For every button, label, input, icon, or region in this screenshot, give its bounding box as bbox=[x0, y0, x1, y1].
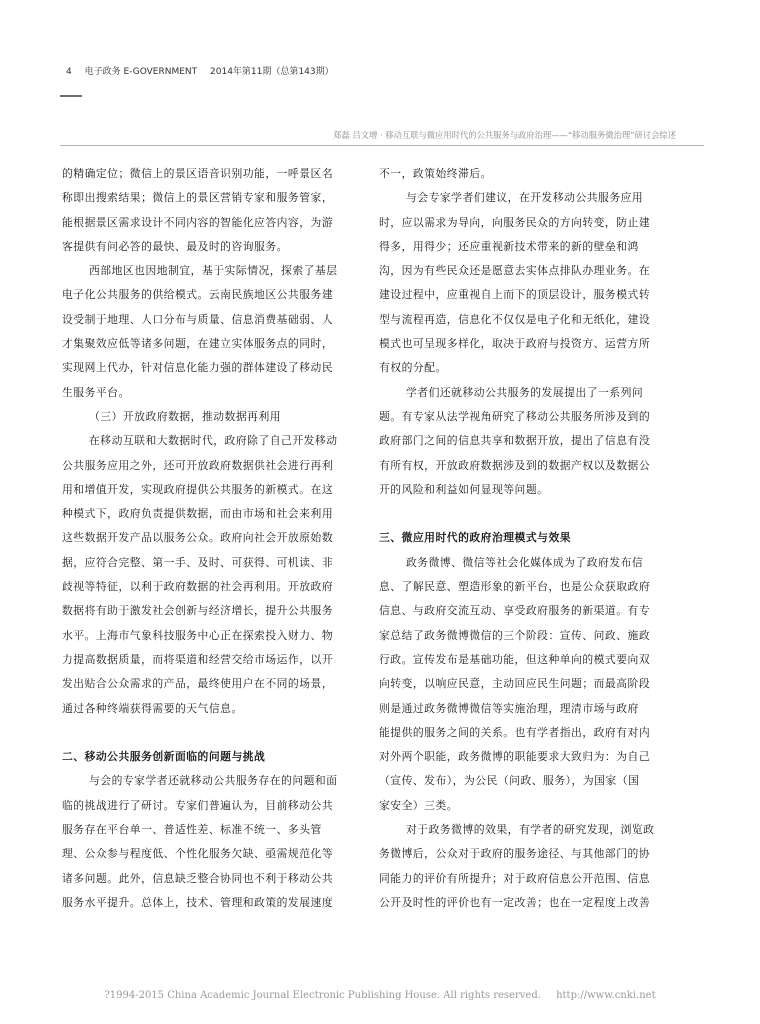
text-line: 称即出搜索结果；微信上的景区营销专家和服务管家， bbox=[62, 191, 334, 205]
text-line: 家总结了政务微博微信的三个阶段：宣传、问政、施政 bbox=[379, 628, 651, 642]
right-text-column bbox=[379, 162, 679, 915]
text-line: 种模式下，政府负责提供数据，而由市场和社会来利用 bbox=[62, 507, 334, 521]
text-line: 公开及时性的评价也有一定改善；也在一定程度上改善 bbox=[379, 895, 651, 909]
text-line: 公共服务应用之外，还可开放政府数据供社会进行再利 bbox=[62, 458, 334, 472]
text-line: 沟，因为有些民众还是愿意去实体点排队办理业务。在 bbox=[379, 264, 651, 278]
text-line: 题。有专家从法学视角研究了移动公共服务所涉及到的 bbox=[379, 409, 651, 423]
text-line: 学者们还就移动公共服务的发展提出了一系列问 bbox=[406, 385, 644, 399]
text-line: 据，应符合完整、第一手、及时、可获得、可机读、非 bbox=[62, 555, 334, 569]
text-line: 才集聚效应低等诸多问题，在建立实体服务点的同时， bbox=[62, 337, 334, 351]
text-line: 能根据景区需求设计不同内容的智能化应答内容，为游 bbox=[62, 215, 334, 229]
section-heading: 三、微应用时代的政府治理模式与效果 bbox=[379, 531, 572, 545]
text-line: 开的风险和利益如何显现等问题。 bbox=[379, 482, 549, 496]
footer-link[interactable]: http://www.cnki.net bbox=[556, 990, 656, 1001]
text-line: 与会专家学者们建议，在开发移动公共服务应用 bbox=[406, 191, 644, 205]
paragraph-gap bbox=[62, 721, 362, 745]
text-line: 电子化公共服务的供给模式。云南民族地区公共服务建 bbox=[62, 288, 334, 302]
running-title: 郑磊 吕文增 · 移动互联与微应用时代的公共服务与政府治理——“移动服务微治理”研讨会综述 bbox=[333, 130, 676, 140]
text-line: 客提供有问必答的最快、最及时的咨询服务。 bbox=[62, 239, 288, 253]
text-line: 用和增值开发，实现政府提供公共服务的新模式。在这 bbox=[62, 482, 334, 496]
text-line: 政务微博、微信等社会化媒体成为了政府发布信 bbox=[406, 555, 644, 569]
text-line: 生服务平台。 bbox=[62, 385, 130, 399]
text-line: 行政。宣传发布是基础功能，但这种单向的模式要向双 bbox=[379, 652, 651, 666]
text-line: 同能力的评价有所提升；对于政府信息公开范围、信息 bbox=[379, 871, 651, 885]
text-line: 力提高数据质量，而将渠道和经营交给市场运作，以开 bbox=[62, 652, 334, 666]
text-line: 通过各种终端获得需要的天气信息。 bbox=[62, 701, 243, 715]
header-divider bbox=[60, 145, 704, 146]
text-line: 对外两个职能，政务微博的职能要求大致归为：为自己 bbox=[379, 750, 651, 764]
text-line: 诸多问题。此外，信息缺乏整合协同也不利于移动公共 bbox=[62, 871, 334, 885]
page-number: 4 bbox=[66, 67, 72, 77]
left-text-column bbox=[62, 162, 362, 915]
text-line: 得多，用得少；还应重视新技术带来的新的壁垒和鸿 bbox=[379, 239, 639, 253]
text-line: 有所有权，开放政府数据涉及到的数据产权以及数据公 bbox=[379, 458, 651, 472]
text-line: 政府部门之间的信息共享和数据开放，提出了信息有没 bbox=[379, 434, 651, 448]
text-line: 时，应以需求为导向，向服务民众的方向转变，防止建 bbox=[379, 215, 651, 229]
text-line: 服务水平提升。总体上，技术、管理和政策的发展速度 bbox=[62, 895, 334, 909]
copyright-notice: ?1994-2015 China Academic Journal Electronic Publishing House. All rights reserved. bbox=[104, 990, 541, 1001]
text-line: 对于政务微博的效果，有学者的研究发现，浏览政 bbox=[406, 823, 655, 837]
text-line: 服务存在平台单一、普适性差、标准不统一、多头管 bbox=[62, 823, 322, 837]
journal-name: 电子政务 E-GOVERNMENT bbox=[84, 67, 198, 77]
section-heading: 二、移动公共服务创新面临的问题与挑战 bbox=[62, 750, 266, 764]
subsection-heading: （三）开放政府数据，推动数据再利用 bbox=[89, 409, 282, 423]
text-line: 建设过程中，应重视自上而下的顶层设计，服务模式转 bbox=[379, 288, 651, 302]
text-line: 型与流程再造，信息化不仅仅是电子化和无纸化，建设 bbox=[379, 312, 651, 326]
text-line: 务微博后，公众对于政府的服务途径、与其他部门的协 bbox=[379, 847, 651, 861]
issue-info: 2014年第11期（总第143期） bbox=[210, 67, 334, 77]
text-line: 息、了解民意、塑造形象的新平台，也是公众获取政府 bbox=[379, 580, 651, 594]
text-line: 临的挑战进行了研讨。专家们普遍认为，目前移动公共 bbox=[62, 798, 334, 812]
text-line: 这些数据开发产品以服务公众。政府向社会开放原始数 bbox=[62, 531, 334, 545]
text-line: 则是通过政务微博微信等实施治理，理清市场与政府 bbox=[379, 701, 639, 715]
journal-header bbox=[66, 64, 344, 78]
text-line: 的精确定位；微信上的景区语音识别功能，一呼景区名 bbox=[62, 167, 334, 180]
paragraph-gap bbox=[379, 502, 679, 526]
page-footer bbox=[0, 990, 760, 1001]
text-line: 歧视等特征，以利于政府数据的社会再利用。开放政府 bbox=[62, 580, 334, 594]
text-line: 家安全）三类。 bbox=[379, 798, 459, 812]
text-line: 水平。上海市气象科技服务中心正在探索投入财力、物 bbox=[62, 628, 334, 642]
text-line: 实现网上代办，针对信息化能力强的群体建设了移动民 bbox=[62, 361, 334, 375]
text-line: 在移动互联和大数据时代，政府除了自己开发移动 bbox=[89, 434, 338, 448]
text-line: 西部地区也因地制宜，基于实际情况，探索了基层 bbox=[89, 264, 338, 278]
text-line: 数据将有助于激发社会创新与经济增长，提升公共服务 bbox=[62, 604, 334, 618]
text-line: 理、公众参与程度低、个性化服务欠缺、亟需规范化等 bbox=[62, 847, 334, 861]
header-accent-rule bbox=[60, 95, 82, 97]
text-line: 信息、与政府交流互动、享受政府服务的新渠道。有专 bbox=[379, 604, 651, 618]
text-line: 发出贴合公众需求的产品，最终使用户在不同的场景， bbox=[62, 677, 334, 691]
text-line: 不一，政策始终滞后。 bbox=[379, 167, 492, 180]
text-line: 设受制于地理、人口分布与质量、信息消费基础弱、人 bbox=[62, 312, 334, 326]
text-line: 有权的分配。 bbox=[379, 361, 447, 375]
text-line: 模式也可呈现多样化，取决于政府与投资方、运营方所 bbox=[379, 337, 651, 351]
text-line: （宣传、发布），为公民（问政、服务），为国家（国 bbox=[379, 774, 640, 788]
text-line: 与会的专家学者还就移动公共服务存在的问题和面 bbox=[89, 774, 338, 788]
text-line: 向转变，以响应民意，主动回应民生问题；而最高阶段 bbox=[379, 677, 651, 691]
text-line: 能提供的服务之间的关系。也有学者指出，政府有对内 bbox=[379, 725, 651, 739]
